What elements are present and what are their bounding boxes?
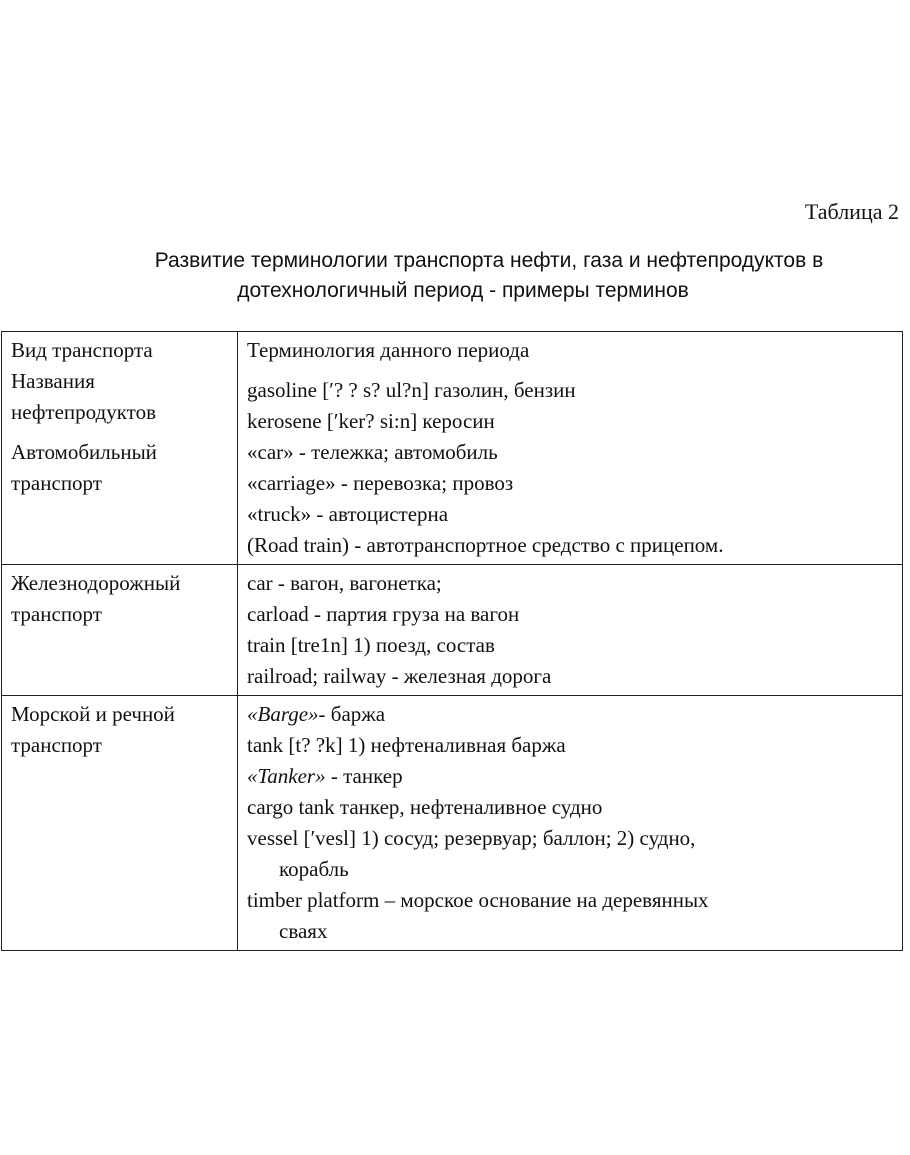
term-line: train [tre1n] 1) поезд, состав xyxy=(247,633,495,657)
terminology-table xyxy=(1,331,903,951)
header-col2: Терминология данного периода xyxy=(247,338,530,362)
term-line: gasoline [ʹ? ? s? ul?n] газолин, бензин xyxy=(247,378,576,402)
term-line xyxy=(247,699,894,730)
transport-type-cell xyxy=(2,565,238,696)
table-caption: Таблица 2 xyxy=(804,199,899,224)
row-label: Железнодорожный транспорт xyxy=(11,571,181,626)
term-line: railroad; railway - железная дорога xyxy=(247,664,552,688)
term-line: «truck» - автоцистерна xyxy=(247,502,449,526)
term-line: vessel [ʹvesl] 1) сосуд; резервуар; баллон; 2) судно, xyxy=(247,826,696,850)
row-label: Морской и речной транспорт xyxy=(11,702,175,757)
table-row xyxy=(2,565,903,696)
term-text: - баржа xyxy=(318,702,386,726)
table-row xyxy=(2,696,903,951)
term-line-continued: корабль xyxy=(279,857,349,881)
term-line: kerosene [ʹker? si:n] керосин xyxy=(247,409,495,433)
term-line: car - вагон, вагонетка; xyxy=(247,571,442,595)
term-line: cargo tank танкер, нефтеналивное судно xyxy=(247,795,603,819)
term-line-continued: сваях xyxy=(279,919,328,943)
transport-type-cell xyxy=(2,332,238,565)
term-line xyxy=(247,761,894,792)
term-line: carload - партия груза на вагон xyxy=(247,602,520,626)
term-italic: «Barge» xyxy=(247,702,319,726)
row-label: Названия нефтепродуктов xyxy=(11,369,156,424)
transport-type-cell xyxy=(2,696,238,951)
terms-cell xyxy=(238,332,903,565)
row-label: Автомобильный транспорт xyxy=(11,440,157,495)
term-italic: «Tanker» xyxy=(247,764,326,788)
terms-cell xyxy=(238,696,903,951)
term-line: tank [t? ?k] 1) нефтеналивная баржа xyxy=(247,733,566,757)
term-line: «carriage» - перевозка; провоз xyxy=(247,471,514,495)
title-line-1: Развитие терминологии транспорта нефти, газа и нефтепродуктов в xyxy=(154,249,824,272)
term-text: - танкер xyxy=(325,764,403,788)
title-line-2: дотехнологичный период - примеры терминов xyxy=(237,279,689,302)
header-col1: Вид транспорта xyxy=(11,338,153,362)
term-line: timber platform – морское основание на деревянных xyxy=(247,888,709,912)
term-line: (Road train) - автотранспортное средство с прицепом. xyxy=(247,533,724,557)
term-line: «car» - тележка; автомобиль xyxy=(247,440,498,464)
terms-cell xyxy=(238,565,903,696)
table-row xyxy=(2,332,903,565)
table-title xyxy=(0,246,910,306)
